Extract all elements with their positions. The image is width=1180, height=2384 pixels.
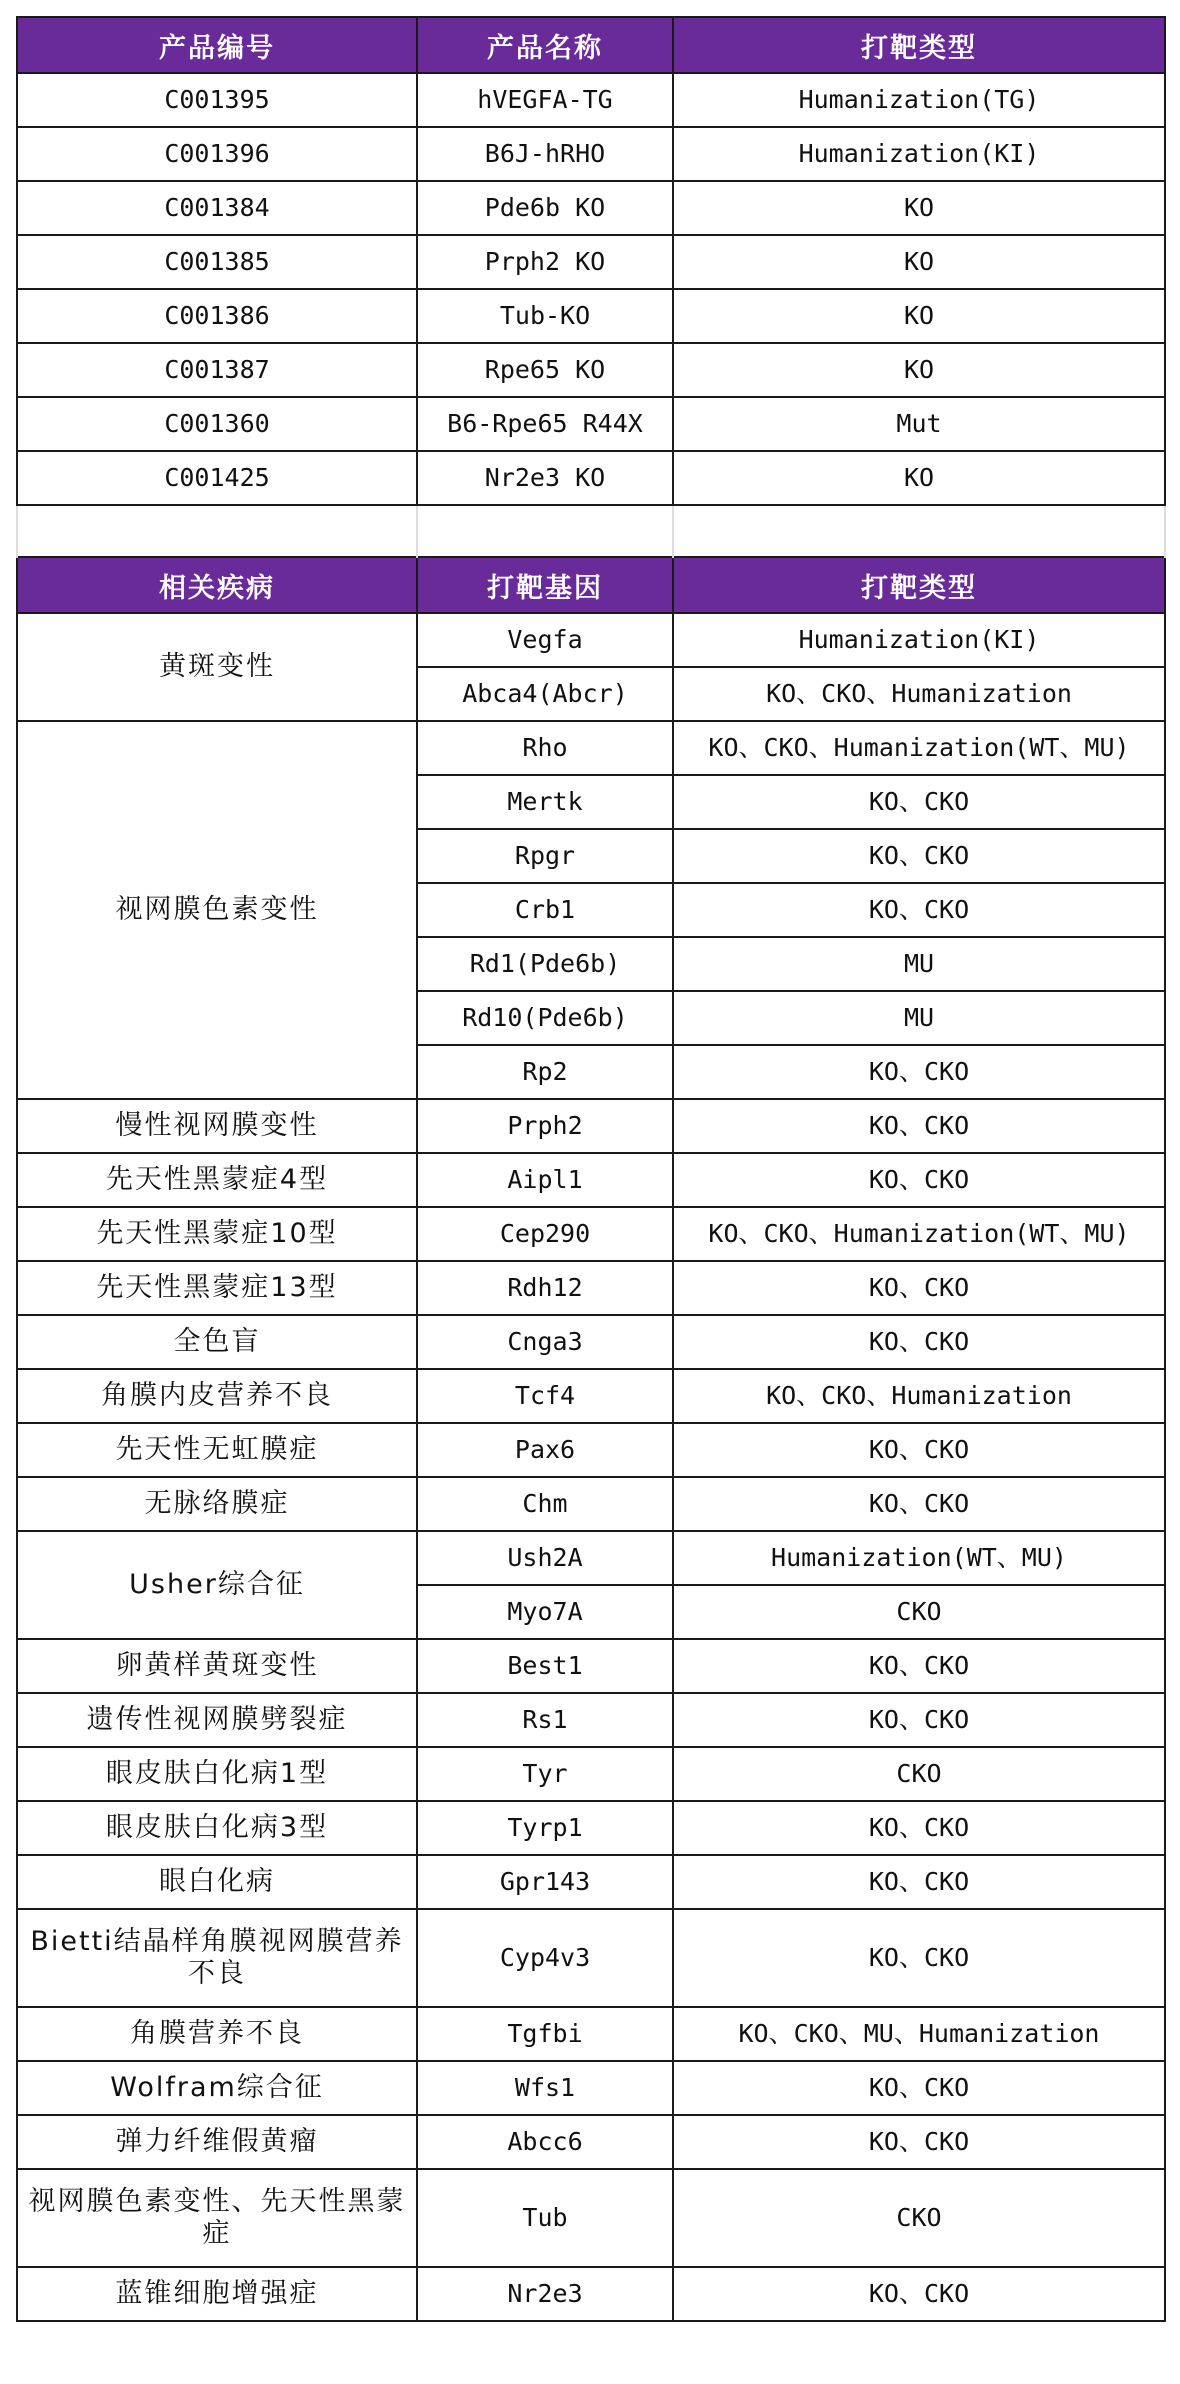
target-gene-cell: Abca4(Abcr) (417, 667, 673, 721)
header-product-name: 产品名称 (417, 17, 673, 73)
product-table-body (17, 73, 1165, 505)
table-row (17, 1261, 1165, 1315)
table-row (17, 2007, 1165, 2061)
targeting-type-cell: CKO (673, 1585, 1165, 1639)
product-id-cell: C001386 (17, 289, 417, 343)
targeting-type-cell: KO、CKO、MU、Humanization (673, 2007, 1165, 2061)
targeting-type-cell: CKO (673, 2169, 1165, 2267)
table-row (17, 2061, 1165, 2115)
targeting-type-cell: MU (673, 991, 1165, 1045)
disease-name-cell: 先天性无虹膜症 (17, 1423, 417, 1477)
targeting-type-cell: CKO (673, 1747, 1165, 1801)
disease-name-cell: 蓝锥细胞增强症 (17, 2267, 417, 2321)
disease-name-cell: 角膜营养不良 (17, 2007, 417, 2061)
target-gene-cell: Tyr (417, 1747, 673, 1801)
disease-table-header (17, 557, 1165, 613)
disease-header-row (17, 557, 1165, 613)
table-row (17, 397, 1165, 451)
product-type-cell: KO (673, 181, 1165, 235)
targeting-type-cell: KO、CKO (673, 1801, 1165, 1855)
target-gene-cell: Rdh12 (417, 1261, 673, 1315)
product-id-cell: C001425 (17, 451, 417, 505)
disease-name-cell: Usher综合征 (17, 1531, 417, 1639)
table-row (17, 1477, 1165, 1531)
targeting-type-cell: KO、CKO (673, 1099, 1165, 1153)
product-type-cell: Humanization(KI) (673, 127, 1165, 181)
product-name-cell: Prph2 KO (417, 235, 673, 289)
targeting-type-cell: KO、CKO (673, 1639, 1165, 1693)
product-name-cell: Rpe65 KO (417, 343, 673, 397)
table-row (17, 235, 1165, 289)
targeting-type-cell: KO、CKO (673, 1045, 1165, 1099)
tables-container (16, 16, 1164, 2322)
header-disease: 相关疾病 (17, 557, 417, 613)
table-row (17, 451, 1165, 505)
target-gene-cell: Tgfbi (417, 2007, 673, 2061)
product-id-cell: C001360 (17, 397, 417, 451)
table-row (17, 181, 1165, 235)
table-row (17, 73, 1165, 127)
product-type-cell: KO (673, 451, 1165, 505)
product-type-cell: Mut (673, 397, 1165, 451)
table-row (17, 721, 1165, 775)
target-gene-cell: Prph2 (417, 1099, 673, 1153)
table-row (17, 1423, 1165, 1477)
target-gene-cell: Aipl1 (417, 1153, 673, 1207)
targeting-type-cell: KO、CKO (673, 1693, 1165, 1747)
disease-name-cell: 黄斑变性 (17, 613, 417, 721)
disease-name-cell: 遗传性视网膜劈裂症 (17, 1693, 417, 1747)
target-gene-cell: Cnga3 (417, 1315, 673, 1369)
table-row (17, 343, 1165, 397)
target-gene-cell: Pax6 (417, 1423, 673, 1477)
target-gene-cell: Vegfa (417, 613, 673, 667)
disease-name-cell: 卵黄样黄斑变性 (17, 1639, 417, 1693)
disease-name-cell: Bietti结晶样角膜视网膜营养不良 (17, 1909, 417, 2007)
header-target-gene: 打靶基因 (417, 557, 673, 613)
disease-name-cell: 先天性黑蒙症10型 (17, 1207, 417, 1261)
targeting-type-cell: KO、CKO (673, 1423, 1165, 1477)
targeting-type-cell: KO、CKO (673, 775, 1165, 829)
disease-name-cell: 眼皮肤白化病3型 (17, 1801, 417, 1855)
product-name-cell: B6-Rpe65 R44X (417, 397, 673, 451)
targeting-type-cell: KO、CKO、Humanization (673, 667, 1165, 721)
targeting-type-cell: KO、CKO、Humanization(WT、MU) (673, 721, 1165, 775)
disease-name-cell: 弹力纤维假黄瘤 (17, 2115, 417, 2169)
table-row (17, 1639, 1165, 1693)
disease-name-cell: 视网膜色素变性 (17, 721, 417, 1099)
targeting-type-cell: Humanization(WT、MU) (673, 1531, 1165, 1585)
target-gene-cell: Nr2e3 (417, 2267, 673, 2321)
disease-name-cell: Wolfram综合征 (17, 2061, 417, 2115)
table-spacer (17, 505, 1165, 557)
disease-name-cell: 眼白化病 (17, 1855, 417, 1909)
table-row (17, 1153, 1165, 1207)
target-gene-cell: Rd10(Pde6b) (417, 991, 673, 1045)
target-gene-cell: Tcf4 (417, 1369, 673, 1423)
product-header-row (17, 17, 1165, 73)
table-row (17, 2267, 1165, 2321)
product-id-cell: C001385 (17, 235, 417, 289)
targeting-type-cell: KO、CKO (673, 1477, 1165, 1531)
table-row (17, 1369, 1165, 1423)
target-gene-cell: Rp2 (417, 1045, 673, 1099)
target-gene-cell: Rd1(Pde6b) (417, 937, 673, 991)
table-row (17, 1747, 1165, 1801)
disease-name-cell: 无脉络膜症 (17, 1477, 417, 1531)
target-gene-cell: Rpgr (417, 829, 673, 883)
targeting-type-cell: KO、CKO (673, 1153, 1165, 1207)
product-name-cell: Nr2e3 KO (417, 451, 673, 505)
table-row (17, 1801, 1165, 1855)
table-row (17, 613, 1165, 667)
table-row (17, 2169, 1165, 2267)
target-gene-cell: Tub (417, 2169, 673, 2267)
targeting-type-cell: KO、CKO (673, 1909, 1165, 2007)
table-row (17, 1531, 1165, 1585)
target-gene-cell: Crb1 (417, 883, 673, 937)
table-row (17, 1099, 1165, 1153)
targeting-type-cell: KO、CKO (673, 829, 1165, 883)
targeting-type-cell: KO、CKO、Humanization (673, 1369, 1165, 1423)
product-name-cell: Tub-KO (417, 289, 673, 343)
table-row (17, 1315, 1165, 1369)
target-gene-cell: Wfs1 (417, 2061, 673, 2115)
header-disease-targeting-type: 打靶类型 (673, 557, 1165, 613)
disease-name-cell: 全色盲 (17, 1315, 417, 1369)
target-gene-cell: Tyrp1 (417, 1801, 673, 1855)
targeting-type-cell: MU (673, 937, 1165, 991)
targeting-type-cell: KO、CKO (673, 1855, 1165, 1909)
target-gene-cell: Gpr143 (417, 1855, 673, 1909)
target-gene-cell: Cep290 (417, 1207, 673, 1261)
table-row (17, 127, 1165, 181)
disease-table-body (17, 613, 1165, 2321)
product-type-cell: Humanization(TG) (673, 73, 1165, 127)
product-id-cell: C001396 (17, 127, 417, 181)
targeting-type-cell: KO、CKO (673, 2267, 1165, 2321)
target-gene-cell: Chm (417, 1477, 673, 1531)
targeting-type-cell: Humanization(KI) (673, 613, 1165, 667)
product-name-cell: Pde6b KO (417, 181, 673, 235)
product-id-cell: C001384 (17, 181, 417, 235)
targeting-type-cell: KO、CKO (673, 2115, 1165, 2169)
product-type-cell: KO (673, 235, 1165, 289)
table-row (17, 1909, 1165, 2007)
product-id-cell: C001387 (17, 343, 417, 397)
target-gene-cell: Cyp4v3 (417, 1909, 673, 2007)
targeting-type-cell: KO、CKO (673, 2061, 1165, 2115)
target-gene-cell: Mertk (417, 775, 673, 829)
product-name-cell: hVEGFA-TG (417, 73, 673, 127)
targeting-type-cell: KO、CKO (673, 1315, 1165, 1369)
target-gene-cell: Best1 (417, 1639, 673, 1693)
header-targeting-type: 打靶类型 (673, 17, 1165, 73)
table-row (17, 1855, 1165, 1909)
targeting-type-cell: KO、CKO (673, 883, 1165, 937)
table-row (17, 289, 1165, 343)
table-row (17, 1693, 1165, 1747)
target-gene-cell: Myo7A (417, 1585, 673, 1639)
disease-name-cell: 眼皮肤白化病1型 (17, 1747, 417, 1801)
data-table (16, 16, 1166, 2322)
targeting-type-cell: KO、CKO (673, 1261, 1165, 1315)
disease-name-cell: 先天性黑蒙症4型 (17, 1153, 417, 1207)
product-type-cell: KO (673, 289, 1165, 343)
product-type-cell: KO (673, 343, 1165, 397)
table-row (17, 1207, 1165, 1261)
target-gene-cell: Rho (417, 721, 673, 775)
table-row (17, 2115, 1165, 2169)
product-id-cell: C001395 (17, 73, 417, 127)
product-name-cell: B6J-hRHO (417, 127, 673, 181)
target-gene-cell: Abcc6 (417, 2115, 673, 2169)
disease-name-cell: 角膜内皮营养不良 (17, 1369, 417, 1423)
disease-name-cell: 先天性黑蒙症13型 (17, 1261, 417, 1315)
target-gene-cell: Rs1 (417, 1693, 673, 1747)
target-gene-cell: Ush2A (417, 1531, 673, 1585)
targeting-type-cell: KO、CKO、Humanization(WT、MU) (673, 1207, 1165, 1261)
disease-name-cell: 视网膜色素变性、先天性黑蒙症 (17, 2169, 417, 2267)
header-product-id: 产品编号 (17, 17, 417, 73)
disease-name-cell: 慢性视网膜变性 (17, 1099, 417, 1153)
